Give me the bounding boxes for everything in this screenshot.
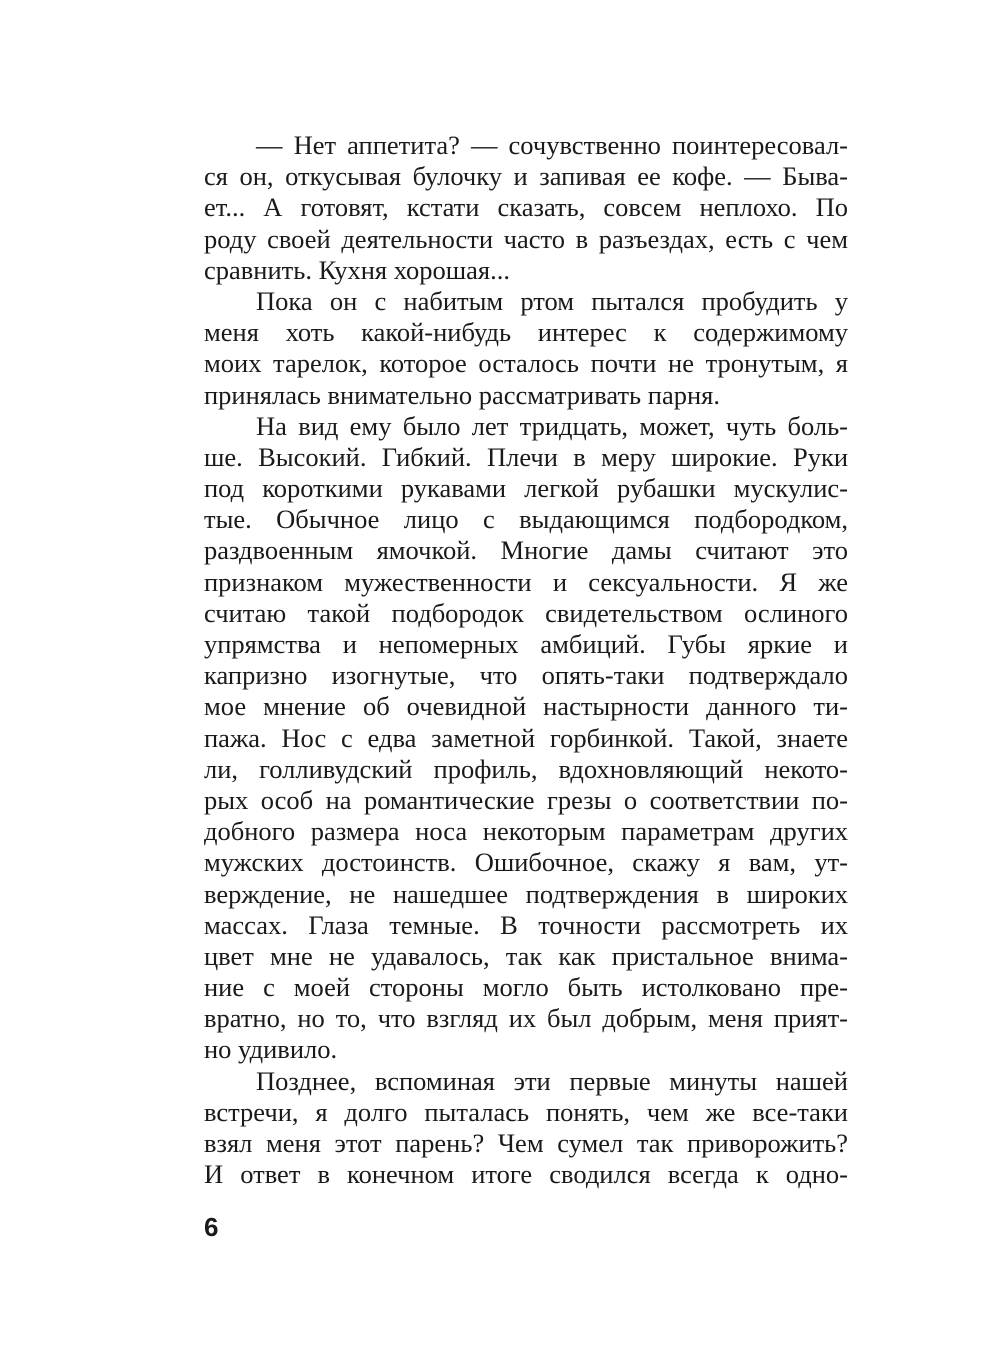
text-line: мое мнение об очевидной настырности данного ти-	[204, 691, 848, 722]
text-line: ет... А готовят, кстати сказать, совсем неплохо. По	[204, 192, 848, 223]
text-line: вратно, но то, что взгляд их был добрым, меня прият-	[204, 1003, 848, 1034]
text-line: ся он, откусывая булочку и запивая ее кофе. — Быва-	[204, 161, 848, 192]
text-line: добного размера носа некоторым параметрам других	[204, 816, 848, 847]
text-line: мужских достоинств. Ошибочное, скажу я вам, ут-	[204, 847, 848, 878]
text-line: сравнить. Кухня хорошая...	[204, 254, 510, 285]
text-line: ние с моей стороны могло быть истолковано пре-	[204, 972, 848, 1003]
text-line: под короткими рукавами легкой рубашки мускулис-	[204, 473, 848, 504]
text-line: меня хоть какой-нибудь интерес к содержимому	[204, 317, 848, 348]
text-line: тые. Обычное лицо с выдающимся подбородком,	[204, 504, 848, 535]
text-line: взял меня этот парень? Чем сумел так приворожить?	[204, 1128, 848, 1158]
text-line: роду своей деятельности часто в разъездах, есть с чем	[204, 223, 848, 254]
text-line: капризно изогнутые, что опять-таки подтверждало	[204, 660, 848, 691]
text-line: На вид ему было лет тридцать, может, чуть боль-	[256, 410, 848, 441]
text-line: встречи, я долго пыталась понять, чем же все-таки	[204, 1096, 848, 1127]
text-line: упрямства и непомерных амбиций. Губы яркие и	[204, 629, 848, 659]
text-line: — Нет аппетита? — сочувственно поинтересовал-	[256, 130, 848, 160]
text-line: Пока он с набитым ртом пытался пробудить у	[256, 285, 848, 316]
text-line: цвет мне не удавалось, так как пристальное внима-	[204, 940, 848, 971]
text-line: моих тарелок, которое осталось почти не тронутым, я	[204, 348, 848, 379]
text-line: принялась внимательно рассматривать парня.	[204, 379, 720, 410]
text-line: верждение, не нашедшее подтверждения в широких	[204, 878, 848, 909]
text-line: но удивило.	[204, 1034, 338, 1065]
text-line: ли, голливудский профиль, вдохновляющий некото-	[204, 753, 848, 784]
body-text	[204, 130, 848, 1190]
text-line: рых особ на романтические грезы о соответствии по-	[204, 784, 848, 815]
text-line: массах. Глаза темные. В точности рассмотреть их	[204, 909, 848, 940]
text-line: И ответ в конечном итоге сводился всегда к одно-	[204, 1159, 848, 1190]
text-line: считаю такой подбородок свидетельством ослиного	[204, 597, 848, 628]
text-line: раздвоенным ямочкой. Многие дамы считают это	[204, 535, 848, 566]
text-line: ше. Высокий. Гибкий. Плечи в меру широкие. Руки	[204, 441, 848, 472]
text-line: пажа. Нос с едва заметной горбинкой. Такой, знаете	[204, 722, 848, 753]
text-line: признаком мужественности и сексуальности. Я же	[204, 566, 848, 597]
page-number: 6	[204, 1212, 219, 1242]
text-line: Позднее, вспоминая эти первые минуты нашей	[256, 1065, 848, 1096]
